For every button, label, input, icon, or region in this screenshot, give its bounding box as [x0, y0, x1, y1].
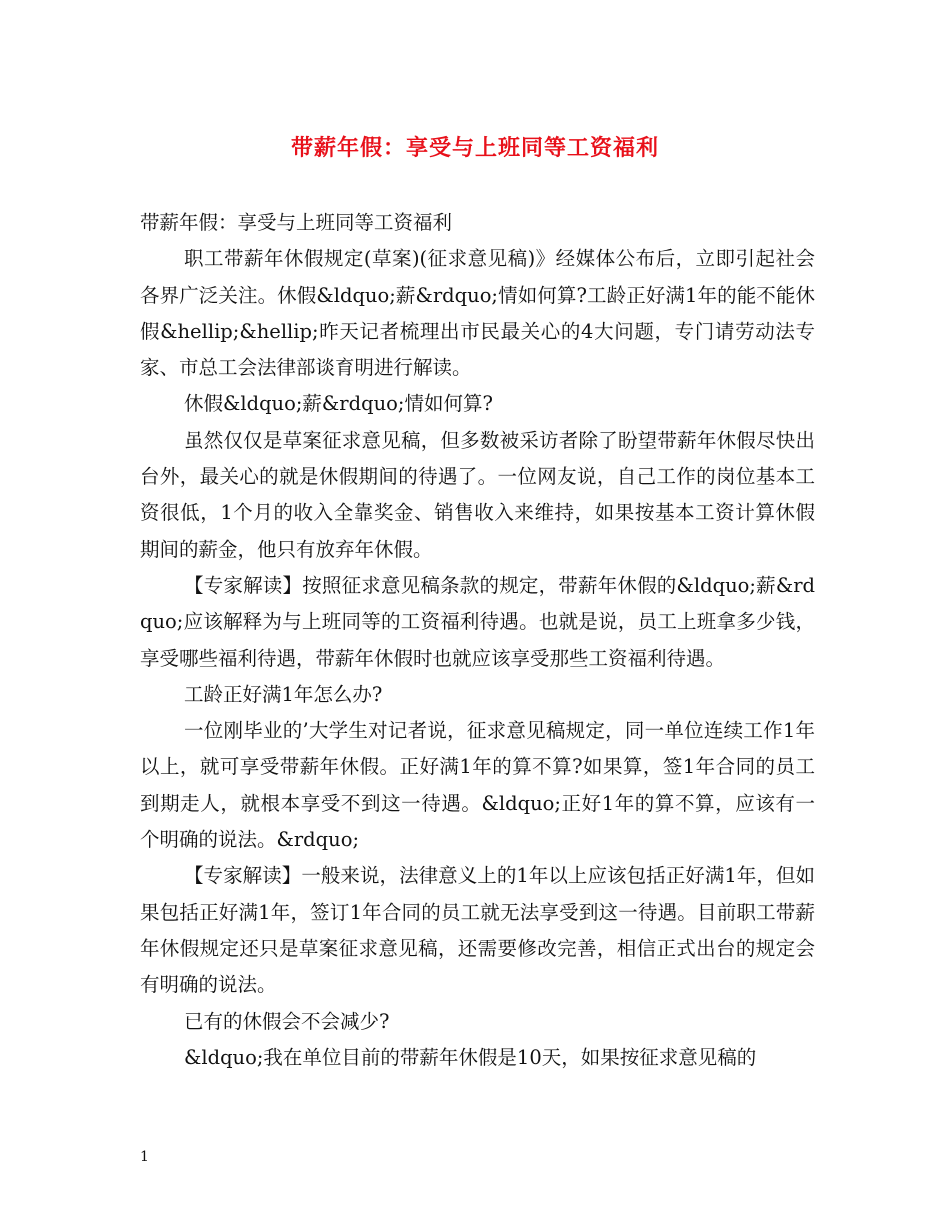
document-title: 带薪年假：享受与上班同等工资福利 [290, 135, 659, 161]
paragraph: 工龄正好满1年怎么办? [184, 682, 383, 706]
paragraph: 已有的休假会不会减少? [184, 1009, 390, 1033]
document-body [140, 205, 815, 1076]
paragraph: 带薪年假：享受与上班同等工资福利 [140, 211, 453, 234]
paragraph: 休假&ldquo;薪&rdquo;情如何算? [184, 392, 493, 416]
paragraph: 一位刚毕业的’大学生对记者说，征求意见稿规定，同一单位连续工作1年以上，就可享受带薪年休假。正好满1年的算不算?如果算，签1年合同的员工到期走人，就根本享受不到这一待遇。&ldquo;正好1年的算不算，应该有一个明确的说法。&rdquo; [140, 719, 815, 852]
paragraph: 【专家解读】一般来说，法律意义上的1年以上应该包括正好满1年，但如果包括正好满1年，签订1年合同的员工就无法享受到这一待遇。目前职工带薪年休假规定还只是草案征求意见稿，还需要修改完善，相信正式出台的规定会有明确的说法。 [140, 864, 815, 997]
paragraph: &ldquo;我在单位目前的带薪年休假是10天，如果按征求意见稿的 [184, 1045, 757, 1069]
page-number: 1 [140, 1149, 149, 1165]
paragraph: 【专家解读】按照征求意见稿条款的规定，带薪年休假的&ldquo;薪&rdquo;应该解释为与上班同等的工资福利待遇。也就是说，员工上班拿多少钱，享受哪些福利待遇，带薪年休假时也就应该享受那些工资福利待遇。 [140, 573, 815, 670]
paragraph: 职工带薪年休假规定(草案)(征求意见稿)》经媒体公布后，立即引起社会各界广泛关注。休假&ldquo;薪&rdquo;情如何算?工龄正好满1年的能不能休假&hellip;&hellip;昨天记者梳理出市民最关心的4大问题，专门请劳动法专家、市总工会法律部谈育明进行解读。 [140, 247, 815, 380]
paragraph: 虽然仅仅是草案征求意见稿，但多数被采访者除了盼望带薪年休假尽快出台外，最关心的就是休假期间的待遇了。一位网友说，自己工作的岗位基本工资很低，1个月的收入全靠奖金、销售收入来维持，如果按基本工资计算休假期间的薪金，他只有放弃年休假。 [140, 428, 815, 561]
